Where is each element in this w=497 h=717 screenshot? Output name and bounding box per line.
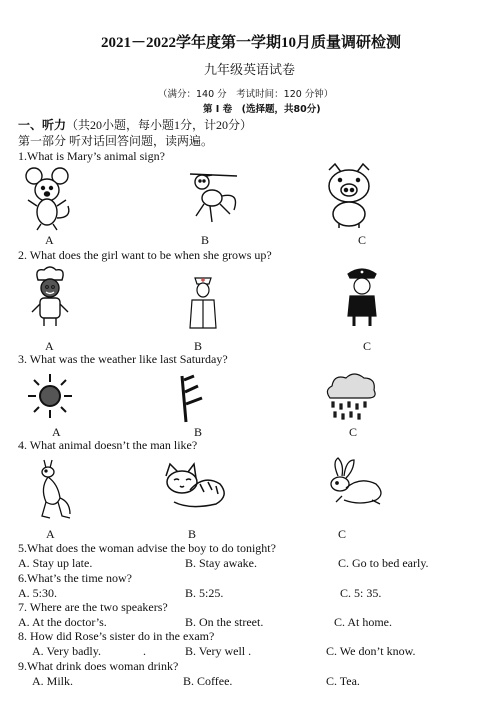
section-heading bbox=[18, 116, 252, 133]
question-7: 7. Where are the two speakers? bbox=[18, 600, 168, 614]
question-6: 6.What’s the time now? bbox=[18, 571, 132, 585]
monkey-icon[interactable] bbox=[182, 170, 242, 231]
option-b[interactable]: B. On the street. bbox=[185, 615, 264, 629]
rabbit-icon[interactable] bbox=[324, 456, 386, 511]
question-1: 1.What is Mary’s animal sign? bbox=[18, 149, 165, 163]
section-number: 一、 bbox=[18, 118, 43, 132]
option-label-a: A bbox=[45, 339, 54, 353]
option-label-c: C bbox=[363, 339, 372, 353]
option-label-c: C bbox=[358, 233, 367, 247]
option-c[interactable]: C. We don’t know. bbox=[326, 644, 416, 658]
part-instruction: 第一部分 听对话回答问题，读两遍。 bbox=[18, 134, 214, 148]
option-b[interactable]: B. Very well . bbox=[185, 644, 252, 658]
wind-icon[interactable] bbox=[176, 372, 206, 429]
section-title: 听力 bbox=[42, 118, 67, 132]
question-3: 3. What was the weather like last Saturday? bbox=[18, 352, 228, 366]
option-b[interactable]: B. Coffee. bbox=[183, 674, 233, 688]
cat-icon[interactable] bbox=[160, 462, 230, 515]
question-5: 5.What does the woman advise the boy to do tonight? bbox=[18, 541, 276, 555]
police-icon[interactable] bbox=[342, 264, 382, 333]
volume-label: 第 Ⅰ 卷 (选择题，共80分) bbox=[203, 104, 321, 115]
option-label-a: A bbox=[52, 425, 61, 439]
stray-mark: . bbox=[143, 644, 146, 658]
question-9: 9.What drink does woman drink? bbox=[18, 659, 179, 673]
option-label-b: B bbox=[194, 339, 203, 353]
pig-icon[interactable] bbox=[321, 162, 377, 233]
rain-cloud-icon[interactable] bbox=[322, 370, 378, 427]
option-label-a: A bbox=[46, 527, 55, 541]
option-c[interactable]: C. Go to bed early. bbox=[338, 556, 429, 570]
kangaroo-icon[interactable] bbox=[36, 458, 72, 525]
question-4: 4. What animal doesn’t the man like? bbox=[18, 438, 198, 452]
option-a[interactable]: A. Stay up late. bbox=[18, 556, 93, 570]
option-c[interactable]: C. At home. bbox=[334, 615, 393, 629]
mouse-icon[interactable] bbox=[22, 166, 74, 237]
option-label-c: C bbox=[338, 527, 347, 541]
page-title: 2021－2022学年度第一学期10月质量调研检测 bbox=[101, 35, 402, 51]
option-a[interactable]: A. 5:30. bbox=[18, 586, 57, 600]
option-b[interactable]: B. Stay awake. bbox=[185, 556, 257, 570]
option-c[interactable]: C. 5: 35. bbox=[340, 586, 382, 600]
option-b[interactable]: B. 5:25. bbox=[185, 586, 224, 600]
section-note: （共20小题，每小题1分，计20分） bbox=[66, 118, 253, 132]
chef-icon[interactable] bbox=[28, 266, 72, 333]
question-2: 2. What does the girl want to be when she grows up? bbox=[18, 248, 272, 262]
option-label-b: B bbox=[201, 233, 210, 247]
option-label-b: B bbox=[194, 425, 203, 439]
page-subtitle: 九年级英语试卷 bbox=[204, 62, 296, 77]
option-a[interactable]: A. Milk. bbox=[32, 674, 74, 688]
option-a[interactable]: A. Very badly. bbox=[32, 644, 101, 658]
sun-icon[interactable] bbox=[26, 372, 74, 425]
option-label-c: C bbox=[349, 425, 358, 439]
option-a[interactable]: A. At the doctor’s. bbox=[18, 615, 107, 629]
question-8: 8. How did Rose’s sister do in the exam? bbox=[18, 629, 215, 643]
option-c[interactable]: C. Tea. bbox=[326, 674, 360, 688]
option-label-a: A bbox=[45, 233, 54, 247]
exam-meta: （满分：140 分 考试时间：120 分钟） bbox=[158, 89, 334, 100]
option-label-b: B bbox=[188, 527, 197, 541]
nurse-icon[interactable] bbox=[186, 272, 220, 335]
